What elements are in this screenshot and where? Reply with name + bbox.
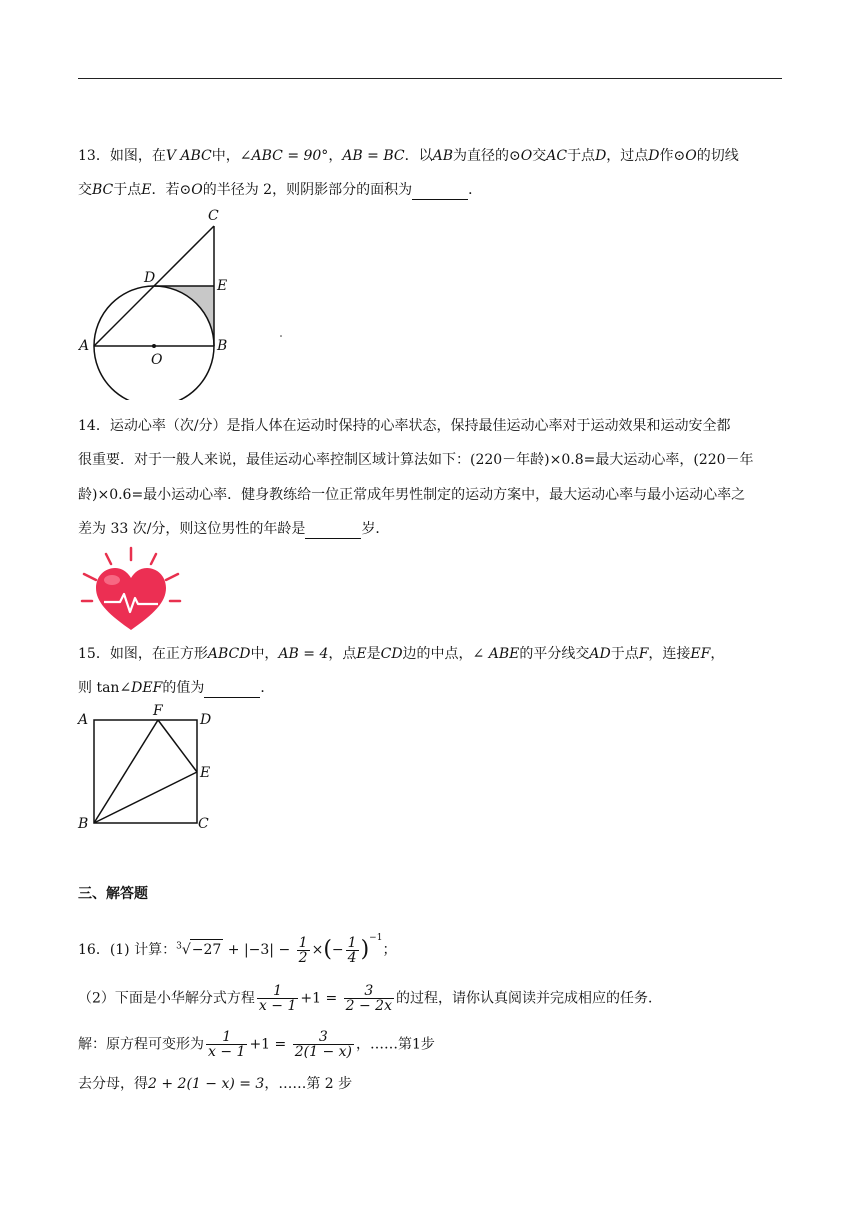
label-b: B [78,816,89,832]
answer-blank[interactable] [305,524,361,539]
heart-icon [78,546,184,636]
q16-step1: 解：原方程可变形为 $\frac{1}{x - 1}$ +1 = $\frac{3}{2(1 - x)}$ ，……第1步 [78,1029,435,1060]
label-d: D [144,270,156,286]
stray-dot [280,335,282,337]
q15-line2: 则 tan∠DEF的值为 ． [78,680,275,696]
label-o: O [151,352,163,368]
q16-part1: 16．(1) 计算：$^3$√−27 + |−3| − $\frac{1}{2}$ ×(− $\frac{1}{4}$ )$^{-1}$； [78,933,397,966]
label-a: A [79,338,90,354]
answer-blank[interactable] [412,185,468,200]
q15-line1: 15．如图，在正方形ABCD中，AB = 4，点E是CD边的中点，∠ ABE的平分线交AD于点F，连接EF， [78,646,725,662]
circle-o [94,286,214,400]
label-b: B [217,338,228,354]
q13-figure [76,206,296,400]
label-e: E [200,765,211,781]
label-a: A [78,712,89,728]
segment-fe [158,720,197,772]
q16-step2: 去分母，得2 + 2(1 − x) = 3，……第 2 步 [78,1076,353,1092]
label-e: E [217,278,228,294]
center-dot [152,344,156,348]
section-title: 三、解答题 [78,886,148,902]
q14-line2: 很重要．对于一般人来说，最佳运动心率控制区域计算法如下：(220－年龄)×0.8=最大运动心率，(220－年 [78,452,754,468]
q14-line4: 差为 33 次/分，则这位男性的年龄是 岁． [78,521,390,537]
square-abcd [94,720,197,823]
label-c: C [198,816,209,832]
label-f: F [153,703,163,719]
answer-blank[interactable] [204,683,260,698]
q13-line2: 交BC于点E．若⊙O的半径为 2，则阴影部分的面积为 ． [78,182,483,198]
label-d: D [200,712,212,728]
header-rule [78,78,782,79]
q14-line3: 龄)×0.6=最小运动心率．健身教练给一位正常成年男性制定的运动方案中，最大运动心率与最小运动心率之 [78,487,746,503]
q16-part2: （2）下面是小华解分式方程 $\frac{1}{x - 1}$ +1 = $\frac{3}{2 - 2x}$ 的过程，请你认真阅读并完成相应的任务． [78,983,662,1014]
label-c: C [208,208,219,224]
q15-figure [76,702,226,834]
q13-line1: 13．如图，在V ABC中，∠ABC = 90°，AB = BC．以AB为直径的⊙O交AC于点D，过点D作⊙O的切线 [78,148,739,164]
q14-line1: 14．运动心率（次/分）是指人体在运动时保持的心率状态，保持最佳运动心率对于运动效果和运动安全都 [78,418,731,434]
shaded-region [154,286,214,346]
